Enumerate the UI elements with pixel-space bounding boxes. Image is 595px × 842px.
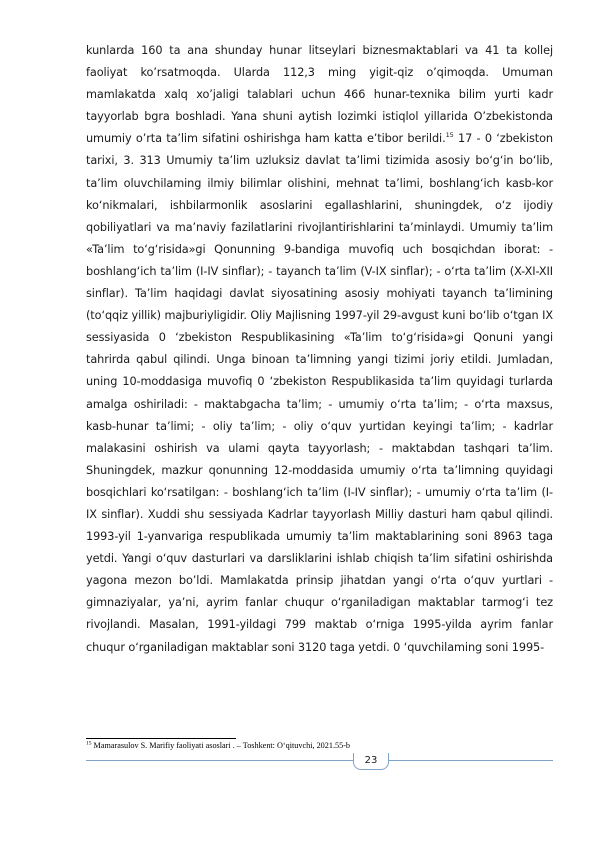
footer-line — [86, 760, 553, 761]
page-number: 23 — [353, 753, 389, 770]
footnote — [86, 741, 553, 750]
footnote-separator — [86, 738, 236, 739]
body-text-part-2: 17 - 0 ‘zbekiston tarixi, 3. 313 Umumiy ta’lim uzluksiz davlat ta’limi tizimida asosiy bo‘g‘in bo‘lib, ta’lim oluvchilaming ilmiy bilimlar olishini, mehnat ta’limi, boshlang‘ich kasb-kor ko‘nikmalari, ishbilarmonlik asoslarini egallashlarini, shuningdek, o‘z ijodiy qobiliyatlari va ma’naviy fazilatlarini rivojlantirishlarini ta’minlaydi. Umumiy ta’lim «Ta’lim to‘g‘risida»gi Qonunning 9-bandiga muvofiq uch bosqichdan iborat: - boshlang‘ich ta’lim (I-IV sinflar); - tayanch ta’lim (V-IX sinflar); - o‘rta ta’lim (X-XI-XII sinflar). Ta’lim haqidagi davlat siyosatining asosiy mohiyati tayanch ta’limining (to‘qqiz yillik) majburiyligidir. Oliy Majlisning 1997-yil 29-avgust kuni bo‘lib o‘tgan IX sessiyasida 0 ‘zbekiston Respublikasining «Ta’lim to‘g‘risida»gi Qonuni yangi tahrirda qabul qilindi. Unga binoan ta’limning yangi tizimi joriy etildi. Jumladan, uning 10-moddasiga muvofiq 0 ‘zbekiston Respublikasida ta’lim quyidagi turlarda amalga oshiriladi: - maktabgacha ta’lim; - umumiy o‘rta ta’lim; - o‘rta maxsus, kasb-hunar ta’limi; - oliy ta’lim; - oliy o‘quv yurtidan keyingi ta’lim; - kadrlar malakasini oshirish va ulami qayta tayyorlash; - maktabdan tashqari ta’lim. Shuningdek, mazkur qonunning 12-moddasida umumiy o‘rta ta’limning quyidagi bosqichlari ko‘rsatilgan: - boshlang‘ich ta’lim (I-IV sinflar); - umumiy o‘rta ta’lim (I-IX sinflar). Xuddi shu sessiyada Kadrlar tayyorlash Milliy dasturi ham qabul qilindi. 1993-yil 1-yanvariga respublikada umumiy ta’lim maktablarining soni 8963 taga yetdi. Yangi o‘quv dasturlari va darsliklarini ishlab chiqish ta’lim sifatini oshirishda yagona mezon bo’ldi. Mamlakatda prinsip jihatdan yangi o‘rta o‘quv yurtlari - gimnaziyalar, ya’ni, ayrim fanlar chuqur o‘rganiladigan maktablar tarmog‘i tez rivojlandi. Masalan, 1991-yildagi 799 maktab o‘rniga 1995-yilda ayrim fanlar chuqur o‘rganiladigan maktablar soni 3120 taga yetdi. 0 ‘quvchilaming soni 1995- — [86, 132, 553, 654]
body-text-part-1: kunlarda 160 ta ana shunday hunar litseylari biznesmaktablari va 41 ta kollej faoliyat ko’rsatmoqda. Ularda 112,3 ming yigit-qiz o’qimoqda. Umuman mamlakatda xalq xo’jaligi talablari uchun 466 hunar-texnika bilim yurti kadr tayyorlab bgra boshladi. Yana shuni aytish lozimki istiqlol yillarida O’zbekistonda umumiy o’rta ta’lim sifatini oshirishga ham katta e’tibor berildi. — [86, 44, 553, 146]
footnote-text: Mamarasulov S. Marifiy faoliyati asoslari . – Toshkent: O‘qituvchi, 2021.55-b — [91, 741, 351, 750]
body-paragraph — [86, 40, 553, 659]
footnote-number: 15 — [86, 740, 92, 747]
footnote-reference[interactable]: 15 — [445, 131, 454, 140]
